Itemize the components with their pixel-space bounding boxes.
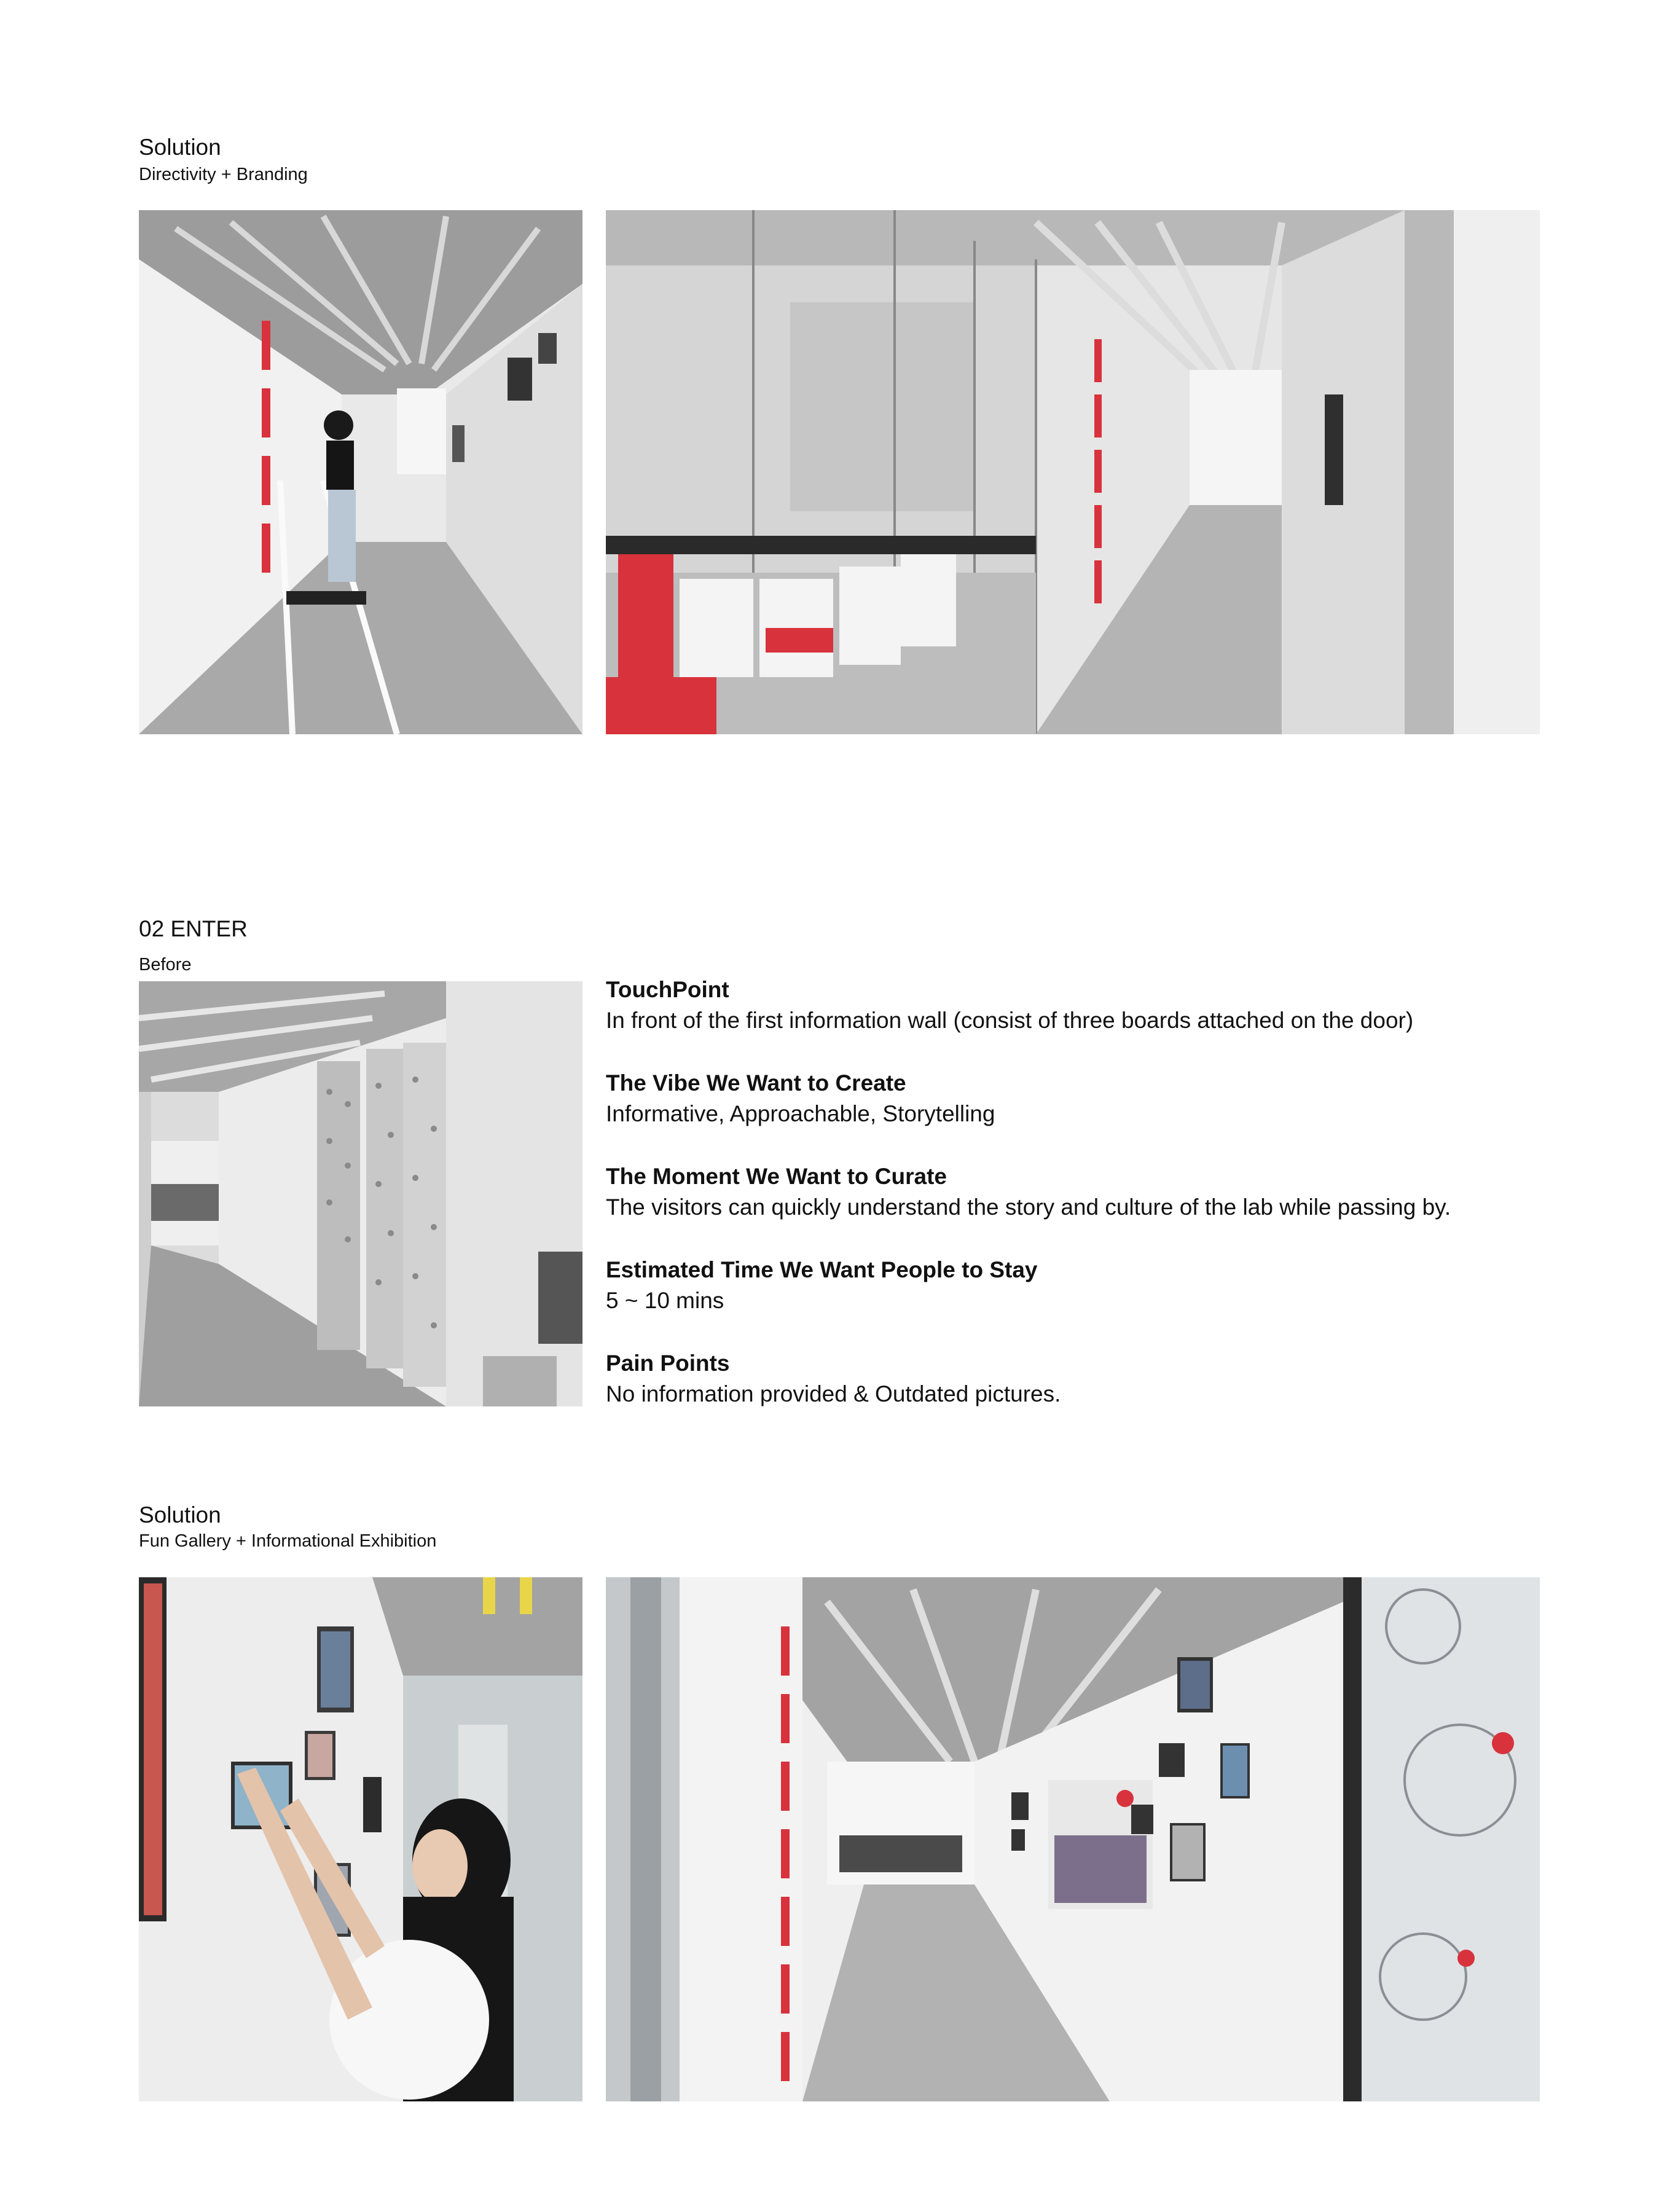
photo-gallery-hallway <box>606 1577 1540 2101</box>
info-text: 5 ~ 10 mins <box>606 1288 724 1313</box>
info-moment <box>606 1161 1552 1223</box>
section2-subtitle: Before <box>139 955 192 975</box>
info-touchpoint <box>606 975 1552 1036</box>
info-estimated-time <box>606 1255 1552 1316</box>
info-text: The visitors can quickly understand the story and culture of the lab while passing by. <box>606 1194 1451 1220</box>
info-pain-points <box>606 1348 1552 1410</box>
info-heading: TouchPoint <box>606 977 729 1002</box>
section1-title: Solution <box>139 135 221 160</box>
section3-title: Solution <box>139 1502 221 1528</box>
photo-hallway-installation <box>139 210 582 734</box>
info-heading: Pain Points <box>606 1351 730 1376</box>
info-heading: The Vibe We Want to Create <box>606 1070 906 1096</box>
info-text: In front of the first information wall (consist of three boards attached on the door) <box>606 1008 1414 1033</box>
photo-conference-room-hallway <box>606 210 1540 734</box>
info-block <box>606 975 1552 1441</box>
info-text: No information provided & Outdated pictures. <box>606 1381 1061 1406</box>
section1-subtitle: Directivity + Branding <box>139 165 308 184</box>
photo-before-hallway <box>139 981 582 1406</box>
info-heading: The Moment We Want to Curate <box>606 1164 947 1189</box>
info-heading: Estimated Time We Want People to Stay <box>606 1257 1038 1282</box>
info-vibe <box>606 1068 1552 1129</box>
section2-title: 02 ENTER <box>139 916 248 941</box>
info-text: Informative, Approachable, Storytelling <box>606 1101 995 1126</box>
photo-gallery-installation <box>139 1577 582 2101</box>
section3-subtitle: Fun Gallery + Informational Exhibition <box>139 1531 437 1551</box>
